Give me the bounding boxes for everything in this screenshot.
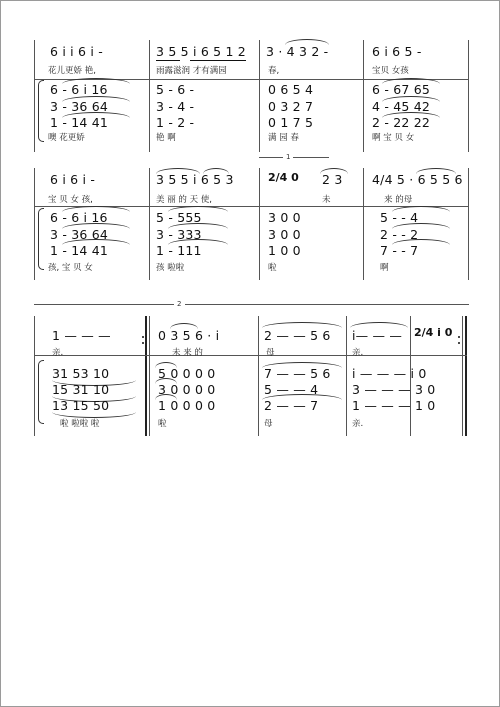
tie xyxy=(382,96,440,102)
voice-2-bar: 5 — — 4 xyxy=(264,382,319,397)
voice-2-bar: 0 3 2 7 xyxy=(268,99,314,114)
slur xyxy=(170,323,198,329)
voice-3-bar: 1 — — — 1 0 xyxy=(352,398,436,413)
lyric: 亲. xyxy=(352,348,364,358)
tie xyxy=(155,378,177,384)
melody-bar: 4/4 5 · 6 5 5 6 xyxy=(372,172,463,187)
repeat-dot xyxy=(142,336,144,338)
lyric: 未 来 的 xyxy=(172,348,203,358)
melody-bar: 3 5 5 i 6 5 3 xyxy=(156,172,234,187)
system-left-barline xyxy=(34,40,35,152)
repeat-dot xyxy=(458,342,460,344)
lyric-lower: 母 xyxy=(264,419,273,429)
voice-2-bar: 3 - 4 - xyxy=(156,99,195,114)
staff-brace xyxy=(38,80,44,142)
rehearsal-marker: 1 xyxy=(286,153,291,161)
slur xyxy=(285,39,329,45)
barline xyxy=(259,40,260,152)
melody-bar: 3 5 5 i 6 5 1 2 xyxy=(156,44,246,59)
voice-3-bar: 1 - 14 41 xyxy=(50,243,108,258)
tie xyxy=(392,239,450,245)
voice-2-bar: 3 - 36 64 xyxy=(50,99,108,114)
melody-bar: 3 · 4 3 2 - xyxy=(266,44,329,59)
melody-bar: 6 i 6 i - xyxy=(50,172,96,187)
voice-3-bar: 13 15 50 xyxy=(52,398,110,413)
melody-bar: 1 — — — xyxy=(52,328,111,343)
voice-2-bar: 2 - - 2 xyxy=(380,227,419,242)
melody-bar: i— — — xyxy=(352,328,403,343)
lyric: 宝贝 女孩 xyxy=(372,66,409,76)
slur xyxy=(203,168,229,174)
system-right-barline xyxy=(468,168,469,280)
voice-3-bar: 2 — — 7 xyxy=(264,398,319,413)
tie xyxy=(155,394,177,400)
voice-2-bar: 3 0 0 xyxy=(268,227,301,242)
tie xyxy=(392,223,450,229)
voice-1-bar: 5 - 555 xyxy=(156,210,202,225)
slur xyxy=(320,168,348,174)
lyric: 美 丽 的 天 使, xyxy=(156,195,213,205)
system-connector-line xyxy=(293,157,329,158)
rehearsal-marker: 2 xyxy=(177,300,182,308)
system-right-barline xyxy=(468,40,469,152)
voice-3-bar: 2 - 22 22 xyxy=(372,115,430,130)
lyric-lower: 满 园 春 xyxy=(268,133,299,143)
system-connector-line xyxy=(259,157,283,158)
tie xyxy=(168,223,228,229)
voice-2-bar: 4 - 45 42 xyxy=(372,99,430,114)
tie xyxy=(168,239,228,245)
melody-bar: 2 — — 5 6 xyxy=(264,328,331,343)
voice-3-bar: 1 - 111 xyxy=(156,243,202,258)
tie xyxy=(62,112,130,118)
staff-brace xyxy=(38,208,44,270)
tie xyxy=(262,322,342,328)
barline xyxy=(346,316,347,436)
tie xyxy=(168,206,228,212)
lyric-lower: 噢 花更娇 xyxy=(48,133,85,143)
barline xyxy=(363,40,364,152)
barline xyxy=(149,40,150,152)
lyric: 雨露滋润 才有满园 xyxy=(156,66,227,76)
system-left-barline xyxy=(34,168,35,280)
lyric-lower: 亲. xyxy=(352,419,364,429)
system-connector-line xyxy=(34,304,174,305)
voice-1-bar: 6 - 6 i 16 xyxy=(50,210,108,225)
voice-3-bar: 1 - 14 41 xyxy=(50,115,108,130)
tie xyxy=(62,78,130,84)
lyric-lower: 啦 xyxy=(158,419,167,429)
voice-1-bar: 6 - 6 i 16 xyxy=(50,82,108,97)
voice-2-bar: 3 0 0 0 0 xyxy=(158,382,216,397)
voice-1-bar: 5 - - 4 xyxy=(380,210,419,225)
voice-3-bar: 1 0 0 xyxy=(268,243,301,258)
voice-3-bar: 0 1 7 5 xyxy=(268,115,314,130)
lyric: 宝 贝 女 孩, xyxy=(48,195,93,205)
system-left-barline xyxy=(34,316,35,436)
voice-1-bar: 31 53 10 xyxy=(52,366,110,381)
lyric-lower: 孩 啦啦 xyxy=(156,263,185,273)
voice-3-bar: 7 - - 7 xyxy=(380,243,419,258)
repeat-dot xyxy=(458,336,460,338)
slur xyxy=(416,168,456,174)
lyric-lower: 啊 xyxy=(380,263,389,273)
repeat-barline xyxy=(145,316,147,436)
lyric-lower: 艳 啊 xyxy=(156,133,176,143)
voice-3-bar: 1 - 2 - xyxy=(156,115,195,130)
barline xyxy=(363,168,364,280)
system-connector-line xyxy=(185,304,469,305)
voice-1-bar: 7 — — 5 6 xyxy=(264,366,331,381)
tie xyxy=(62,206,130,212)
tie xyxy=(62,239,130,245)
voice-1-bar: 5 0 0 0 0 xyxy=(158,366,216,381)
lyric-lower: 啊 宝 贝 女 xyxy=(372,133,415,143)
repeat-barline xyxy=(149,316,150,436)
barline xyxy=(149,168,150,280)
melody-bar-time-signature: 2/4 i 0 xyxy=(414,326,453,339)
lyric-lower: 啦 xyxy=(268,263,277,273)
voice-1-bar: i — — — i 0 xyxy=(352,366,427,381)
voice-1-bar: 0 6 5 4 xyxy=(268,82,314,97)
slur xyxy=(156,168,200,174)
lyric: 母 xyxy=(266,348,275,358)
voice-1-bar: 6 - 67 65 xyxy=(372,82,430,97)
final-barline xyxy=(462,316,463,436)
tie xyxy=(155,362,177,368)
melody-bar: 0 3 5 6 · i xyxy=(158,328,220,343)
staff-brace xyxy=(38,360,44,424)
voice-1-bar: 3 0 0 xyxy=(268,210,301,225)
tie xyxy=(382,112,440,118)
lyric: 花儿更娇 艳, xyxy=(48,66,96,76)
beam xyxy=(156,60,180,61)
voice-1-bar: 5 - 6 - xyxy=(156,82,195,97)
lyric: 未 xyxy=(322,195,331,205)
tie xyxy=(62,96,130,102)
melody-bar: 6 i i 6 i - xyxy=(50,44,103,59)
lyric-lower: 孩, 宝 贝 女 xyxy=(48,263,93,273)
voice-2-bar: 15 31 10 xyxy=(52,382,110,397)
repeat-dot xyxy=(142,342,144,344)
staff-separator xyxy=(34,355,467,356)
tie xyxy=(382,78,440,84)
voice-2-bar: 3 - 36 64 xyxy=(50,227,108,242)
final-barline-thick xyxy=(465,316,467,436)
tie xyxy=(262,362,342,368)
tie xyxy=(262,394,342,400)
melody-bar: 2 3 xyxy=(322,172,343,187)
lyric-lower: 啦 啦啦 啦 xyxy=(60,419,100,429)
tie xyxy=(62,223,130,229)
lyric: 春, xyxy=(268,66,280,76)
beam xyxy=(190,60,246,61)
melody-bar-time-signature: 2/4 0 xyxy=(268,171,299,184)
tie xyxy=(392,206,450,212)
lyric: 亲. xyxy=(52,348,64,358)
melody-bar: 6 i 6 5 - xyxy=(372,44,422,59)
lyric: 来 的母 xyxy=(384,195,413,205)
voice-2-bar: 3 - 333 xyxy=(156,227,202,242)
tie xyxy=(350,322,408,328)
barline xyxy=(258,316,259,436)
voice-3-bar: 1 0 0 0 0 xyxy=(158,398,216,413)
barline xyxy=(259,168,260,280)
voice-2-bar: 3 — — — 3 0 xyxy=(352,382,436,397)
